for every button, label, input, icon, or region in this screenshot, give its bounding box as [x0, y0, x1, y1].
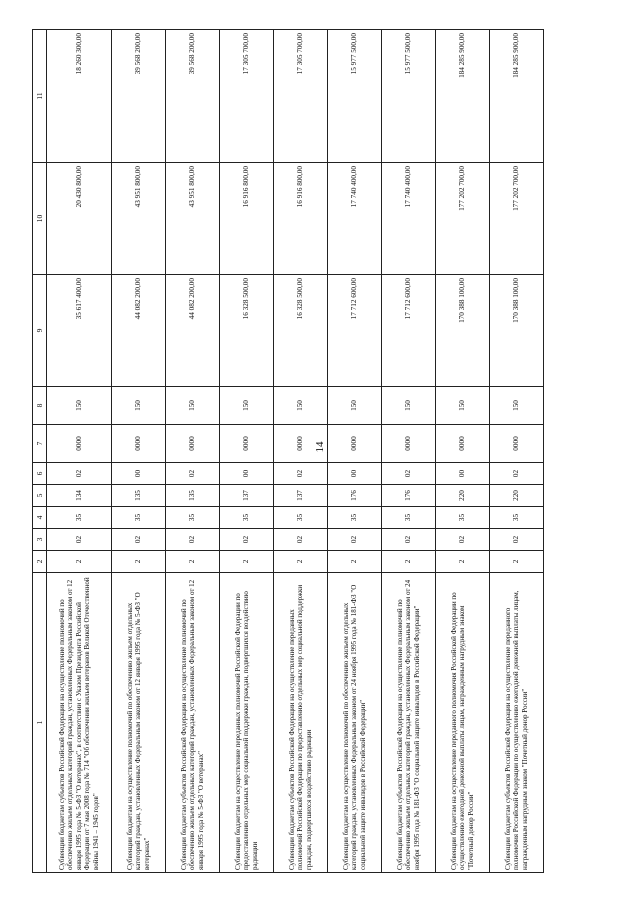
- row-name: Субвенции бюджетам на осуществление полномочий по обеспечению жильем отдельных категорий граждан, установленных Федеральным законом от 12 января 1995 года № 5-ФЗ "О ветеранах": [112, 573, 166, 873]
- cell-code: 135: [166, 485, 220, 507]
- column-header: 6: [33, 463, 47, 485]
- table-frame: [32, 30, 532, 873]
- cell-code: 137: [220, 485, 274, 507]
- cell-code: 35: [328, 507, 382, 529]
- cell-code: 2: [166, 551, 220, 573]
- cell-code: 02: [274, 529, 328, 551]
- cell-code: 150: [490, 387, 544, 425]
- cell-code: 150: [112, 387, 166, 425]
- cell-code: 2: [274, 551, 328, 573]
- cell-amount: 15 977 500,00: [382, 30, 436, 163]
- cell-amount: 44 082 200,00: [166, 275, 220, 387]
- table-row: [166, 30, 220, 873]
- cell-code: 150: [274, 387, 328, 425]
- cell-code: 35: [274, 507, 328, 529]
- cell-code: 150: [220, 387, 274, 425]
- cell-code: 220: [490, 485, 544, 507]
- cell-code: 150: [328, 387, 382, 425]
- cell-code: 00: [328, 463, 382, 485]
- cell-amount: 43 951 800,00: [112, 163, 166, 275]
- cell-code: 02: [490, 463, 544, 485]
- table-row: [382, 30, 436, 873]
- cell-code: 2: [490, 551, 544, 573]
- cell-code: 0000: [112, 425, 166, 463]
- cell-code: 0000: [436, 425, 490, 463]
- cell-amount: 184 285 900,00: [436, 30, 490, 163]
- cell-amount: 17 712 600,00: [382, 275, 436, 387]
- cell-code: 135: [112, 485, 166, 507]
- cell-code: 00: [112, 463, 166, 485]
- table-row: [112, 30, 166, 873]
- cell-code: 00: [436, 463, 490, 485]
- row-name: Субвенции бюджетам субъектов Российской Федерации на осуществление полномочий по обеспечению жильем отдельных категорий граждан, установленных Федеральным законом от 12 января 1995 года № 5-ФЗ "О ветеранах", в соответствии с Указом Президента Российской Федерации от 7 мая 2008 года № 714 "Об обеспечении жильем ветеранов Великой Отечественной войны 1941 – 1945 годов": [47, 573, 112, 873]
- cell-code: 2: [382, 551, 436, 573]
- cell-code: 137: [274, 485, 328, 507]
- row-name: Субвенции бюджетам на осуществление переданного полномочия Российской Федерации по осуществлению ежегодной денежной выплаты лицам, награжденным нагрудным знаком "Почетный донор России": [436, 573, 490, 873]
- cell-amount: 17 712 600,00: [328, 275, 382, 387]
- cell-code: 35: [436, 507, 490, 529]
- cell-amount: 16 328 500,00: [220, 275, 274, 387]
- cell-code: 0000: [220, 425, 274, 463]
- budget-table: [32, 29, 544, 873]
- cell-code: 02: [47, 529, 112, 551]
- column-header: 9: [33, 275, 47, 387]
- cell-code: 0000: [274, 425, 328, 463]
- cell-code: 2: [328, 551, 382, 573]
- cell-amount: 20 430 800,00: [47, 163, 112, 275]
- column-header: 5: [33, 485, 47, 507]
- row-name: Субвенции бюджетам субъектов Российской Федерации на осуществление полномочий по обеспечению жильем отдельных категорий граждан, установленных Федеральным законом от 12 января 1995 года № 5-ФЗ "О ветеранах": [166, 573, 220, 873]
- table-row: [47, 30, 112, 873]
- cell-amount: 15 977 500,00: [328, 30, 382, 163]
- cell-code: 0000: [328, 425, 382, 463]
- table-row: [436, 30, 490, 873]
- cell-code: 0000: [382, 425, 436, 463]
- cell-amount: 170 388 100,00: [490, 275, 544, 387]
- cell-amount: 18 260 300,00: [47, 30, 112, 163]
- cell-amount: 39 568 200,00: [166, 30, 220, 163]
- cell-code: 150: [47, 387, 112, 425]
- cell-amount: 44 082 200,00: [112, 275, 166, 387]
- row-name: Субвенции бюджетам субъектов Российской Федерации на осуществление переданных полномочий Российской Федерации по предоставлению отдельных мер социальной поддержки граждан, подвергшихся воздействию радиации: [274, 573, 328, 873]
- cell-code: 02: [166, 463, 220, 485]
- row-name: Субвенции бюджетам на осуществление полномочий по обеспечению жильем отдельных категорий граждан, установленных Федеральным законом от 24 ноября 1995 года № 181-ФЗ "О социальной защите инвалидов в Российской Федерации": [328, 573, 382, 873]
- cell-amount: 16 328 500,00: [274, 275, 328, 387]
- cell-amount: 17 305 700,00: [274, 30, 328, 163]
- cell-code: 02: [382, 463, 436, 485]
- table-row: [274, 30, 328, 873]
- cell-amount: 17 740 400,00: [382, 163, 436, 275]
- cell-code: 02: [112, 529, 166, 551]
- cell-code: 150: [382, 387, 436, 425]
- table-row: [490, 30, 544, 873]
- column-header: 11: [33, 30, 47, 163]
- table-row: [220, 30, 274, 873]
- cell-code: 2: [436, 551, 490, 573]
- cell-code: 02: [220, 529, 274, 551]
- cell-code: 02: [436, 529, 490, 551]
- cell-amount: 17 305 700,00: [220, 30, 274, 163]
- cell-amount: 177 202 700,00: [436, 163, 490, 275]
- cell-code: 220: [436, 485, 490, 507]
- row-name: Субвенции бюджетам субъектов Российской Федерации на осуществление полномочий по обеспечению жильем отдельных категорий граждан, установленных Федеральным законом от 24 ноября 1995 года № 181-ФЗ "О социальной защите инвалидов в Российской Федерации": [382, 573, 436, 873]
- cell-amount: 17 740 400,00: [328, 163, 382, 275]
- cell-code: 00: [220, 463, 274, 485]
- table-row: [328, 30, 382, 873]
- cell-code: 35: [220, 507, 274, 529]
- cell-code: 35: [47, 507, 112, 529]
- cell-amount: 16 916 800,00: [274, 163, 328, 275]
- row-name: Субвенции бюджетам на осуществление переданных полномочий Российской Федерации по предоставлению отдельных мер социальной поддержки граждан, подвергшихся воздействию радиации: [220, 573, 274, 873]
- cell-code: 176: [328, 485, 382, 507]
- column-header: 2: [33, 551, 47, 573]
- cell-code: 35: [382, 507, 436, 529]
- cell-code: 0000: [47, 425, 112, 463]
- cell-code: 0000: [166, 425, 220, 463]
- cell-code: 02: [47, 463, 112, 485]
- column-header: 7: [33, 425, 47, 463]
- header-row: [33, 30, 47, 873]
- page-number: 14: [314, 441, 326, 453]
- cell-code: 2: [47, 551, 112, 573]
- cell-code: 2: [220, 551, 274, 573]
- cell-code: 0000: [490, 425, 544, 463]
- cell-amount: 35 617 400,00: [47, 275, 112, 387]
- column-header: 8: [33, 387, 47, 425]
- cell-code: 02: [382, 529, 436, 551]
- cell-code: 02: [274, 463, 328, 485]
- cell-code: 35: [112, 507, 166, 529]
- cell-code: 134: [47, 485, 112, 507]
- cell-amount: 184 285 900,00: [490, 30, 544, 163]
- cell-code: 02: [328, 529, 382, 551]
- cell-amount: 170 388 100,00: [436, 275, 490, 387]
- column-header: 3: [33, 529, 47, 551]
- cell-code: 150: [166, 387, 220, 425]
- cell-code: 35: [490, 507, 544, 529]
- column-header: 4: [33, 507, 47, 529]
- cell-code: 150: [436, 387, 490, 425]
- cell-amount: 177 202 700,00: [490, 163, 544, 275]
- cell-amount: 16 916 800,00: [220, 163, 274, 275]
- column-header: 1: [33, 573, 47, 873]
- cell-amount: 43 951 800,00: [166, 163, 220, 275]
- cell-code: 35: [166, 507, 220, 529]
- row-name: Субвенции бюджетам субъектов Российской Федерации на осуществление переданного полномочия Российской Федерации по осуществлению ежегодной денежной выплаты лицам, награжденным нагрудным знаком "Почетный донор России": [490, 573, 544, 873]
- cell-code: 2: [112, 551, 166, 573]
- cell-amount: 39 568 200,00: [112, 30, 166, 163]
- column-header: 10: [33, 163, 47, 275]
- cell-code: 176: [382, 485, 436, 507]
- cell-code: 02: [166, 529, 220, 551]
- cell-code: 02: [490, 529, 544, 551]
